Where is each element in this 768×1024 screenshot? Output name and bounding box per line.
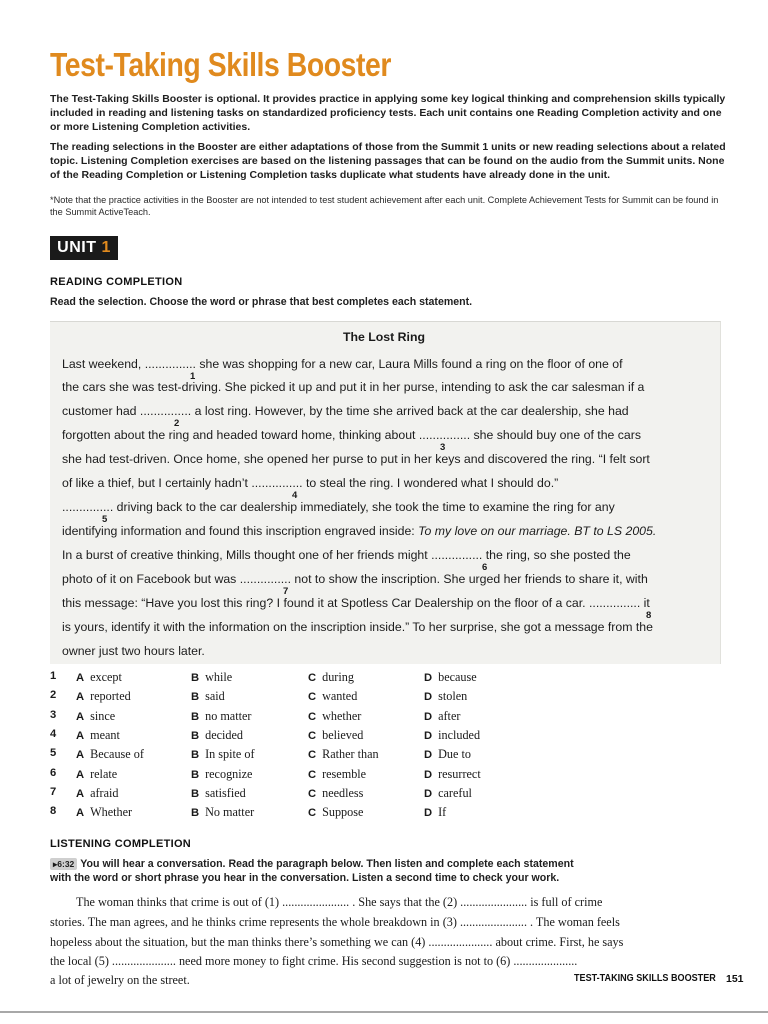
option-a[interactable] — [76, 805, 132, 820]
option-c[interactable] — [308, 689, 357, 704]
listening-line: stories. The man agrees, and he thinks crime represents the whole breakdown in (3) ...................... . The woman feels — [50, 915, 620, 929]
listening-line: The woman thinks that crime is out of (1) ...................... . She says that the (2) ...................... is full of crime — [76, 895, 603, 909]
option-c[interactable] — [308, 805, 363, 820]
passage-line: customer had ............... a lost ring. However, by the time she arrived back at the car dealership, she had — [62, 404, 629, 418]
option-text: If — [438, 805, 447, 820]
option-letter: C — [308, 672, 317, 684]
option-letter: D — [424, 768, 433, 781]
option-text: while — [205, 670, 233, 684]
option-c[interactable] — [308, 747, 379, 762]
listening-line: the local (5) ..................... need more money to fight crime. His second suggestion is not to (6) ..................... — [50, 954, 578, 968]
option-letter: C — [308, 749, 317, 762]
option-text: reported — [90, 689, 131, 704]
passage-line — [62, 524, 656, 538]
gap-number: 5 — [102, 514, 108, 525]
option-letter: D — [424, 807, 433, 820]
option-letter: C — [308, 729, 317, 742]
intro-note: *Note that the practice activities in the Booster are not intended to test student achievement after each unit. Complete Achievement Tests for Summit can be found in the Summit ActiveTeach. — [50, 195, 719, 217]
unit-number: 1 — [101, 239, 111, 256]
option-letter: A — [76, 749, 85, 762]
passage-line: Last weekend, ............... she was shopping for a new car, Laura Mills found a ring on the floor of one of — [62, 357, 623, 371]
listening-line: hopeless about the situation, but the man thinks there’s something we can (4) ..................... about crime. First, he says — [50, 935, 624, 949]
option-text: Whether — [90, 805, 133, 820]
passage-line: photo of it on Facebook but was ............... not to show the inscription. She urged her friends to share it, with — [62, 572, 648, 586]
option-text: whether — [322, 708, 362, 723]
option-row — [50, 728, 550, 747]
option-a[interactable] — [76, 747, 144, 762]
question-number: 8 — [50, 805, 57, 818]
page-title: Test-Taking Skills Booster — [50, 46, 392, 83]
option-text: needless — [322, 785, 364, 800]
question-number: 4 — [50, 727, 57, 740]
inscription-text: To my love on our marriage. BT to LS 2005. — [418, 524, 657, 538]
option-d[interactable] — [424, 709, 460, 724]
unit-word: UNIT — [57, 239, 97, 256]
option-text: after — [438, 708, 461, 723]
option-letter: A — [76, 807, 85, 820]
passage-line: ............... driving back to the car dealership immediately, she took the time to examine the ring for any — [62, 500, 615, 514]
passage-line: the cars she was test-driving. She picked it up and put it in her purse, intending to ask the car salesman if a — [62, 380, 645, 394]
option-text: resurrect — [438, 766, 481, 781]
listening-instruction-line-2: with the word or short phrase you hear in the conversation. Listen a second time to check your work. — [50, 872, 560, 884]
option-letter: A — [76, 787, 85, 800]
gap-number: 3 — [440, 442, 446, 453]
option-d[interactable] — [424, 689, 467, 704]
passage-line: she had test-driven. Once home, she opened her purse to put in her keys and discovered the ring. “I felt sort — [62, 452, 650, 466]
option-row — [50, 786, 550, 805]
option-text: meant — [90, 727, 120, 742]
passage-line: owner just two hours later. — [62, 644, 205, 658]
option-text: resemble — [322, 766, 367, 781]
option-c[interactable] — [308, 670, 354, 685]
option-row — [50, 709, 550, 728]
option-text: relate — [90, 766, 118, 781]
question-number: 2 — [50, 689, 57, 702]
option-b[interactable] — [191, 689, 225, 704]
question-number: 6 — [50, 766, 57, 779]
option-row — [50, 805, 550, 824]
option-letter: A — [76, 710, 85, 723]
option-text: wanted — [322, 689, 358, 704]
option-a[interactable] — [76, 670, 122, 685]
option-letter: B — [191, 710, 200, 723]
option-row — [50, 747, 550, 766]
option-a[interactable] — [76, 709, 115, 724]
option-letter: C — [308, 691, 317, 704]
option-text: since — [90, 708, 116, 723]
passage-title: The Lost Ring — [343, 330, 425, 344]
question-number: 1 — [50, 670, 57, 682]
passage-box — [50, 321, 721, 664]
listening-line: a lot of jewelry on the street. — [50, 973, 190, 987]
page-number: 151 — [726, 973, 744, 985]
passage-line: is yours, identify it with the information on the inscription inside.” To her surprise, she got a message from the — [62, 620, 653, 634]
option-letter: C — [308, 710, 317, 723]
option-text: Because of — [90, 747, 144, 762]
option-letter: D — [424, 672, 433, 684]
option-letter: B — [191, 768, 200, 781]
option-letter: C — [308, 768, 317, 781]
gap-number: 6 — [482, 562, 488, 573]
passage-line: In a burst of creative thinking, Mills thought one of her friends might ............... the ring, so she posted the — [62, 548, 631, 562]
gap-number: 8 — [646, 610, 652, 621]
option-text: said — [205, 689, 225, 704]
option-letter: D — [424, 691, 433, 704]
unit-badge — [50, 236, 118, 260]
option-text: because — [438, 670, 477, 684]
option-letter: B — [191, 729, 200, 742]
option-letter: D — [424, 749, 433, 762]
option-text: no matter — [205, 708, 252, 723]
option-text: satisfied — [205, 785, 246, 800]
option-text: Rather than — [322, 747, 379, 762]
option-d[interactable] — [424, 786, 472, 801]
option-b[interactable] — [191, 709, 251, 724]
option-text: except — [90, 670, 122, 684]
option-b[interactable] — [191, 786, 246, 801]
gap-number: 1 — [190, 371, 196, 382]
intro-paragraph-1: The Test-Taking Skills Booster is optional. It provides practice in applying some key logical thinking and comprehension skills typically included in reading and listening tasks on standardized proficiency tests. Each unit contains one Reading Completion activity and one or more Listening Completion activities. — [50, 93, 726, 133]
gap-number: 2 — [174, 418, 180, 429]
option-text: No matter — [205, 805, 255, 820]
option-a[interactable] — [76, 689, 131, 704]
option-letter: A — [76, 691, 85, 704]
reading-heading: READING COMPLETION — [50, 276, 183, 288]
option-d[interactable] — [424, 805, 446, 820]
option-letter: A — [76, 768, 85, 781]
option-letter: D — [424, 729, 433, 742]
option-row — [50, 689, 550, 708]
option-a[interactable] — [76, 728, 120, 743]
listening-heading: LISTENING COMPLETION — [50, 838, 192, 850]
gap-number: 7 — [283, 586, 289, 597]
option-letter: A — [76, 729, 85, 742]
option-letter: A — [76, 672, 85, 684]
option-text: included — [438, 727, 481, 742]
option-letter: D — [424, 787, 433, 800]
option-letter: B — [191, 672, 200, 684]
option-text: Due to — [438, 747, 471, 762]
option-text: afraid — [90, 785, 119, 800]
option-text: Suppose — [322, 805, 364, 820]
option-letter: C — [308, 807, 317, 820]
option-letter: B — [191, 691, 200, 704]
passage-line: forgotten about the ring and headed toward home, thinking about ............... she should buy one of the cars — [62, 428, 642, 442]
passage-line: this message: “Have you lost this ring? I found it at Spotless Car Dealership on the floor of a car. ............... it — [62, 596, 650, 610]
passage-line: of like a thief, but I certainly hadn’t ............... to steal the ring. I wondered what I should do.” — [62, 476, 559, 490]
option-a[interactable] — [76, 767, 117, 782]
option-c[interactable] — [308, 709, 361, 724]
option-d[interactable] — [424, 767, 481, 782]
passage-line-text: identifying information and found this inscription engraved inside: — [62, 524, 419, 538]
option-row — [50, 767, 550, 786]
option-b[interactable] — [191, 767, 252, 782]
option-row — [50, 670, 550, 689]
option-c[interactable] — [308, 786, 363, 801]
option-letter: C — [308, 787, 317, 800]
footer-section-label: TEST-TAKING SKILLS BOOSTER — [574, 973, 716, 984]
option-b[interactable] — [191, 747, 255, 762]
option-text: stolen — [438, 689, 468, 704]
option-letter: D — [424, 710, 433, 723]
option-c[interactable] — [308, 728, 363, 743]
question-number: 5 — [50, 747, 57, 760]
option-d[interactable] — [424, 728, 480, 743]
question-number: 7 — [50, 785, 57, 798]
question-number: 3 — [50, 708, 57, 721]
intro-paragraph-2: The reading selections in the Booster are either adaptations of those from the Summit 1 units or new reading selections about a related topic. Listening Completion exercises are based on the listening passages that can be found on the audio from the Summit units. None of the Reading Completion or Listening Completion tasks duplicate what students have already done in the unit. — [50, 141, 726, 181]
option-b[interactable] — [191, 670, 232, 685]
option-d[interactable] — [424, 670, 477, 685]
option-text: during — [322, 670, 354, 684]
option-letter: B — [191, 787, 200, 800]
gap-number: 4 — [292, 490, 298, 501]
option-text: careful — [438, 785, 472, 800]
option-c[interactable] — [308, 767, 366, 782]
option-letter: B — [191, 749, 200, 762]
page-edge-divider — [0, 1011, 768, 1013]
audio-track-icon[interactable]: ▸6:32 — [50, 858, 77, 870]
option-b[interactable] — [191, 728, 243, 743]
option-d[interactable] — [424, 747, 471, 762]
option-text: recognize — [205, 766, 253, 781]
listening-instruction — [50, 857, 740, 885]
option-text: decided — [205, 727, 243, 742]
option-a[interactable] — [76, 786, 119, 801]
listening-instruction-line-1: You will hear a conversation. Read the paragraph below. Then listen and complete each statement — [80, 858, 574, 870]
option-text: believed — [322, 727, 364, 742]
reading-instruction: Read the selection. Choose the word or phrase that best completes each statement. — [50, 296, 473, 308]
option-b[interactable] — [191, 805, 254, 820]
option-letter: B — [191, 807, 200, 820]
option-text: In spite of — [205, 747, 255, 762]
